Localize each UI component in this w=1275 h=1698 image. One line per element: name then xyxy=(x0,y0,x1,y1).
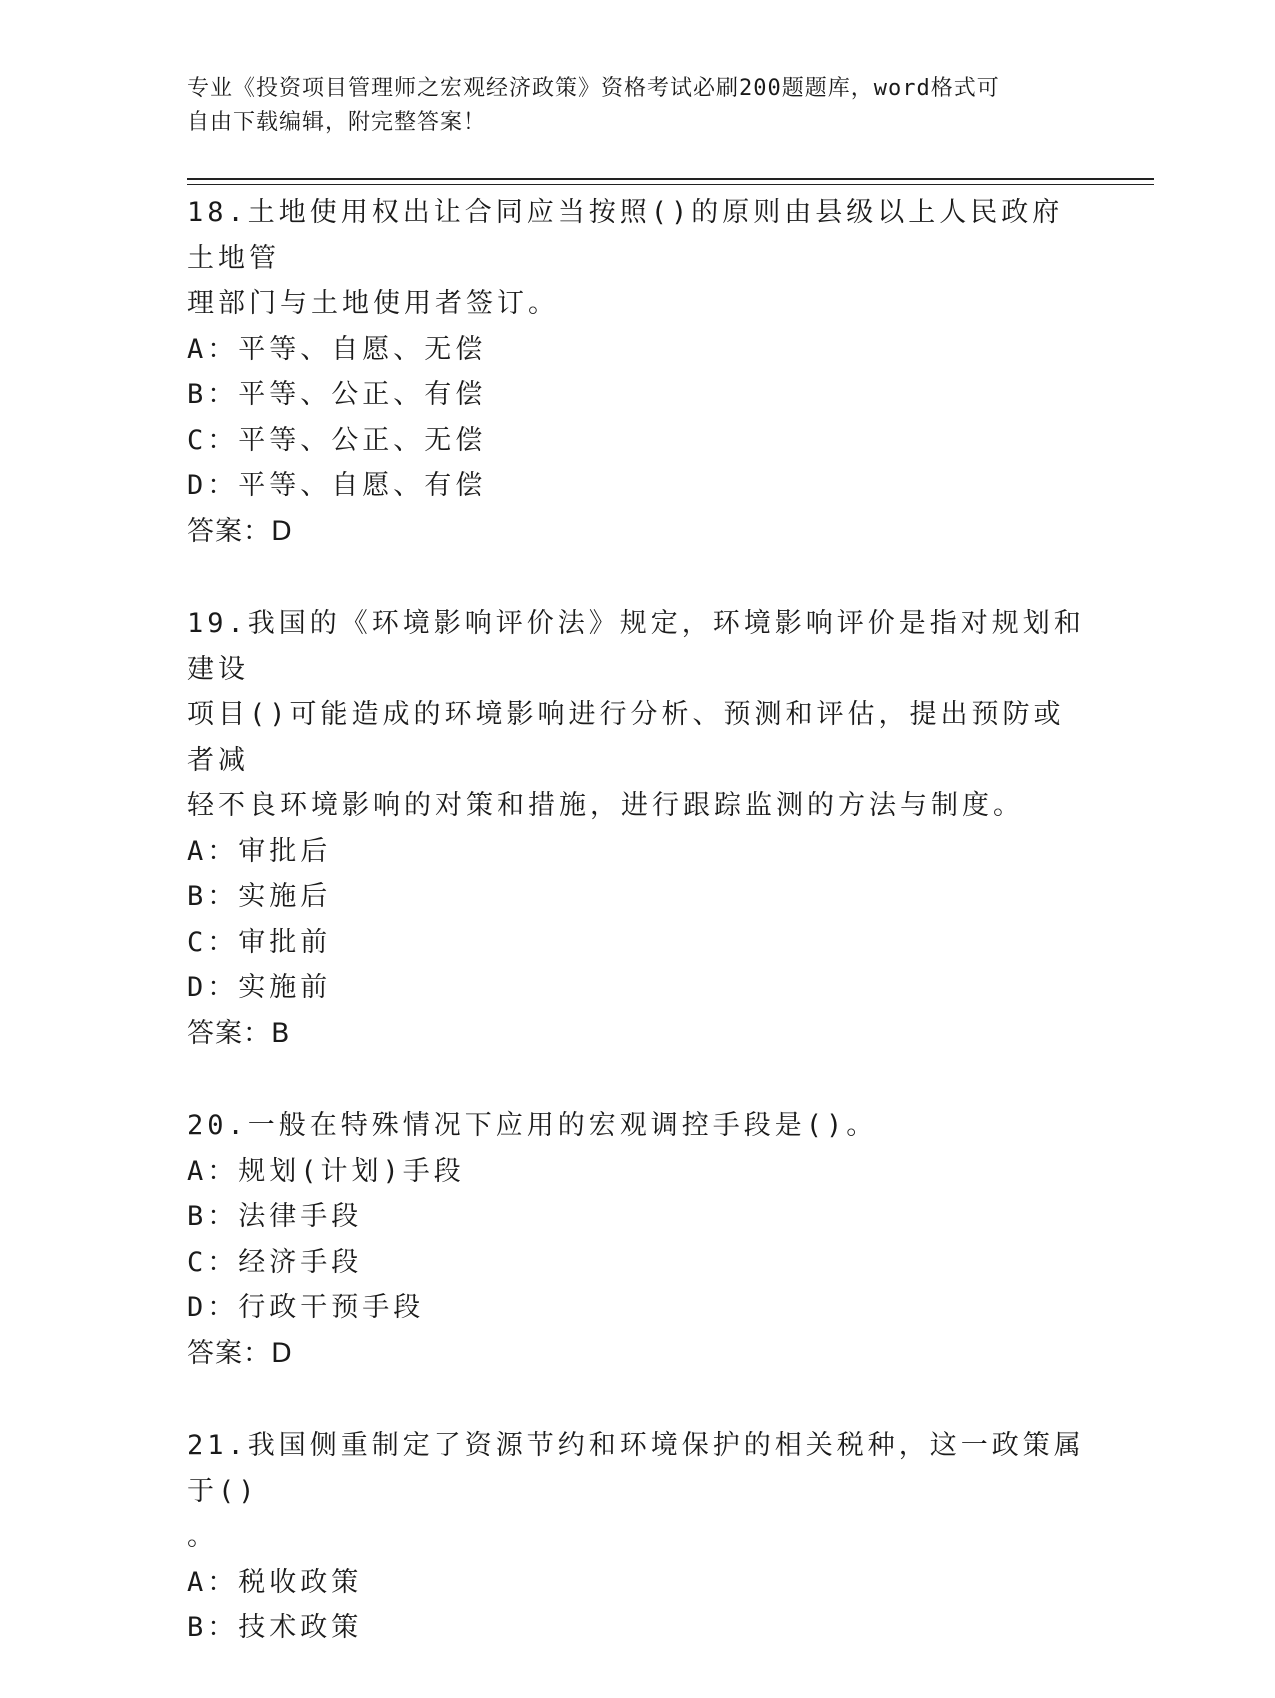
question-stem-line: 19.我国的《环境影响评价法》规定，环境影响评价是指对规划和建设 xyxy=(187,608,1085,685)
option-c: C：平等、公正、无偿 xyxy=(187,424,487,456)
option-a: A：审批后 xyxy=(187,835,332,867)
answer: 答案：D xyxy=(187,515,293,547)
question-list xyxy=(187,190,1087,1698)
answer: 答案：B xyxy=(187,1017,291,1049)
question-stem-line: 轻不良环境影响的对策和措施，进行跟踪监测的方法与制度。 xyxy=(187,790,1024,821)
question-19 xyxy=(187,601,1087,1056)
question-stem-line: 21.我国侧重制定了资源节约和环境保护的相关税种，这一政策属于() xyxy=(187,1430,1085,1507)
header-divider-thick xyxy=(187,178,1154,180)
option-a: A：规划(计划)手段 xyxy=(187,1155,465,1187)
question-stem-line: 。 xyxy=(187,1521,218,1552)
header-divider-thin xyxy=(187,184,1154,185)
question-stem-line: 理部门与土地使用者签订。 xyxy=(187,288,559,319)
document-header xyxy=(187,72,1067,140)
option-c: C：审批前 xyxy=(187,926,332,958)
option-c: C：经济手段 xyxy=(187,1246,363,1278)
question-stem-line: 项目()可能造成的环境影响进行分析、预测和评估，提出预防或者减 xyxy=(187,699,1065,776)
question-18 xyxy=(187,190,1087,554)
option-b: B：技术政策 xyxy=(187,1612,363,1643)
question-stem-line: 20.一般在特殊情况下应用的宏观调控手段是()。 xyxy=(187,1110,878,1141)
option-a: A：税收政策 xyxy=(187,1566,363,1598)
question-20 xyxy=(187,1103,1087,1376)
question-21 xyxy=(187,1423,1087,1651)
option-b: B：实施后 xyxy=(187,881,332,912)
option-d: D：平等、自愿、有偿 xyxy=(187,470,487,501)
option-d: D：实施前 xyxy=(187,972,332,1003)
header-line-1: 专业《投资项目管理师之宏观经济政策》资格考试必刷200题题库，word格式可 xyxy=(187,76,1000,101)
header-line-2: 自由下载编辑，附完整答案！ xyxy=(187,110,487,135)
option-b: B：平等、公正、有偿 xyxy=(187,379,487,410)
option-d: D：行政干预手段 xyxy=(187,1292,425,1323)
option-b: B：法律手段 xyxy=(187,1201,363,1232)
answer: 答案：D xyxy=(187,1337,293,1369)
question-stem-line: 18.土地使用权出让合同应当按照()的原则由县级以上人民政府土地管 xyxy=(187,197,1064,274)
option-a: A：平等、自愿、无偿 xyxy=(187,333,487,365)
